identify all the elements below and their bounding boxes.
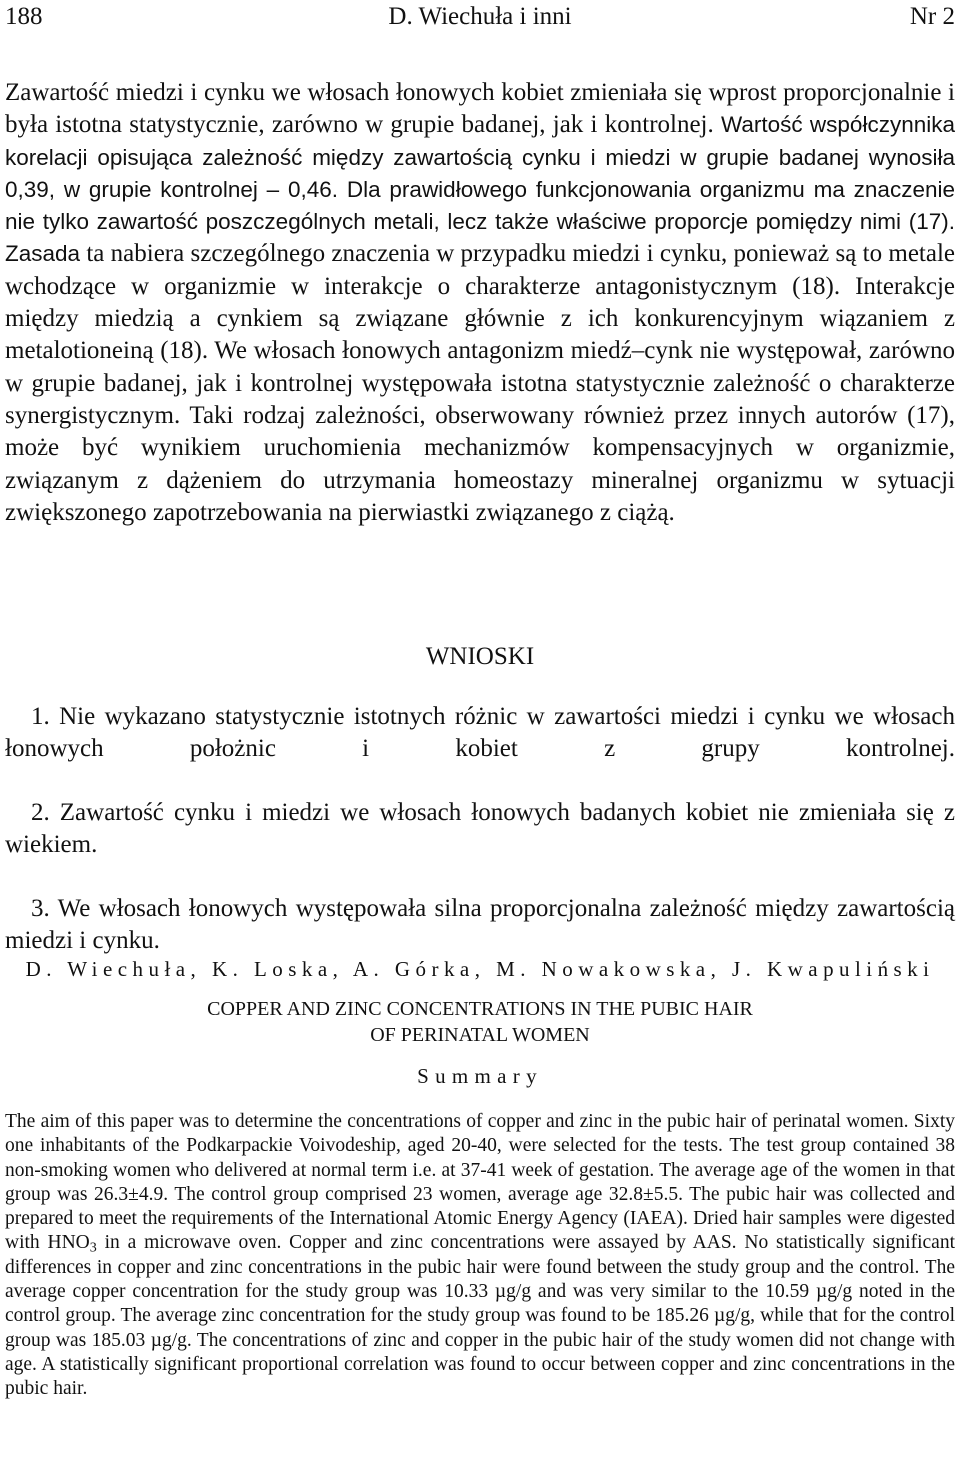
discussion-text-part-3: ta nabiera szczególnego znaczenia w przypadku miedzi i cynku, ponieważ są to metale wchodzące w organizmie w interakcje o charakterze antagonistycznym (18). Interakcje między miedzią a cynkiem są związane głównie z ich konkurencyjnym wiązaniem z metalotioneiną (18). We włosach łonowych antagonizm miedź–cynk nie występował, zarówno w grupie badanej, jak i kontrolnej występowała istotna statystycznie zależność o charakterze synergistycznym. Taki rodzaj zależności, obserwowany również przez innych autorów (17), może być wynikiem uruchomienia mechanizmów kompensacyjnych w organizmie, związanym z dążeniem do utrzymania homeostazy mineralnej organizmu w sytuacji zwiększonego zapotrzebowania na pierwiastki związanego z ciążą. bbox=[5, 240, 955, 526]
summary-text-part-2: in a microwave oven. Copper and zinc concentrations were assayed by AAS. No statistically significant differences in copper and zinc concentrations in the pubic hair were found between the study group and the control. The average copper concentration for the study group was 10.33 µg/g and was very similar to the 10.59 µg/g noted in the control group. The average zinc concentration for the study group was found to be 185.26 µg/g, while that for the control group was 185.03 µg/g. The concentrations of zinc and copper in the pubic hair of the study women did not change with age. A statistically significant proportional correlation was found to occur between copper and zinc concentrations in the pubic hair. bbox=[5, 1232, 955, 1400]
conclusion-item: 1. Nie wykazano statystycznie istotnych różnic w zawartości miedzi i cynku we włosach łonowych położnic i kobiet z grupy kontrolnej. bbox=[5, 703, 955, 762]
english-title-line-1: COPPER AND ZINC CONCENTRATIONS IN THE PUBIC HAIR bbox=[207, 998, 753, 1020]
discussion-paragraph bbox=[5, 77, 955, 529]
english-title-line-2: OF PERINATAL WOMEN bbox=[370, 1024, 590, 1046]
discussion-text-part-2: Wartość współczynnika korelacji opisująca zależność między zawartością cynku i miedzi w grupie badanej wynosiła 0,39, w grupie kontrolnej – 0,46. Dla prawidłowego funkcjonowania organizmu ma znaczenie nie tylko zawartość poszczególnych metali, lecz także właściwe proporcje pomiędzy nimi (17). Zasada bbox=[5, 112, 955, 267]
running-head bbox=[5, 0, 955, 34]
hno3-subscript: 3 bbox=[89, 1239, 97, 1256]
conclusions-title: WNIOSKI bbox=[425, 643, 535, 670]
running-title: D. Wiechuła i inni bbox=[388, 3, 572, 30]
conclusions-list bbox=[5, 701, 955, 957]
conclusion-item: 3. We włosach łonowych występowała silna proporcjonalna zależność między zawartością miedzi i cynku. bbox=[5, 895, 955, 954]
conclusion-item: 2. Zawartość cynku i miedzi we włosach łonowych badanych kobiet nie zmieniała się z wiekiem. bbox=[5, 799, 955, 858]
summary-heading: Summary bbox=[417, 1064, 543, 1088]
discussion-text-part-1: Zawartość miedzi i cynku we włosach łonowych kobiet zmieniała się wprost proporcjonalnie i była istotna statystycznie, zarówno w grupie badanej, jak i kontrolnej. bbox=[5, 79, 955, 139]
summary-authors: D. Wiechuła, K. Loska, A. Górka, M. Nowakowska, J. Kwapuliński bbox=[25, 957, 935, 981]
english-title bbox=[5, 996, 955, 1048]
issue-number: Nr 2 bbox=[909, 3, 955, 30]
summary-text-part-1: The aim of this paper was to determine the concentrations of copper and zinc in the pubic hair of perinatal women. Sixty one inhabitants of the Podkarpackie Voivodeship, aged 20-40, were selected for the tests. The test group contained 38 non-smoking women who delivered at normal term i.e. at 37-41 week of gestation. The average age of the women in that group was 26.3±4.9. The control group comprised 23 women, average age 32.8±5.5. The pubic hair was collected and prepared to meet the requirements of the International Atomic Energy Agency (IAEA). Dried hair samples were digested with HNO bbox=[5, 1111, 955, 1254]
summary-text bbox=[5, 1110, 955, 1402]
page-number: 188 bbox=[5, 3, 43, 30]
